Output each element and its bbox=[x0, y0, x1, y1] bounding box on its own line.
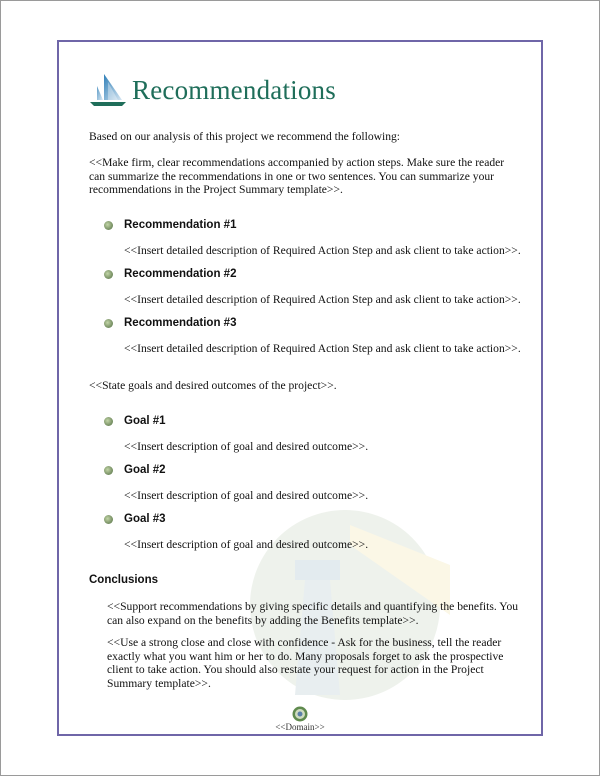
conclusion-paragraph: <<Use a strong close and close with confidence - Ask for the business, tell the reader exactly what you want him or her to do. Many proposals forget to ask the prospective client to take action. You should also restate your request for action in the Project Summary template>>. bbox=[107, 636, 504, 690]
green-orb-bullet-icon bbox=[104, 417, 113, 426]
goal-label: Goal #2 bbox=[124, 464, 166, 476]
recommendation-label: Recommendation #2 bbox=[124, 268, 237, 280]
goal-description: <<Insert description of goal and desired outcome>>. bbox=[124, 489, 369, 502]
goal-description: <<Insert description of goal and desired outcome>>. bbox=[124, 440, 369, 453]
green-orb-bullet-icon bbox=[104, 319, 113, 328]
footer-domain: <<Domain>> bbox=[275, 722, 325, 732]
sailboat-logo-icon bbox=[88, 72, 128, 108]
domain-emblem-icon bbox=[292, 706, 308, 722]
recommendation-label: Recommendation #1 bbox=[124, 219, 237, 231]
page-title: Recommendations bbox=[132, 74, 336, 105]
recommendation-label: Recommendation #3 bbox=[124, 317, 237, 329]
intro-text: Based on our analysis of this project we recommend the following: bbox=[89, 130, 401, 143]
title-row bbox=[88, 70, 336, 110]
recommendation-heading bbox=[104, 317, 236, 329]
recommendation-description: <<Insert detailed description of Required Action Step and ask client to take action>>. bbox=[124, 293, 521, 306]
goal-label: Goal #1 bbox=[124, 415, 166, 427]
recommendation-description: <<Insert detailed description of Required Action Step and ask client to take action>>. bbox=[124, 342, 521, 355]
goal-heading bbox=[104, 464, 166, 476]
goal-label: Goal #3 bbox=[124, 513, 166, 525]
goals-intro: <<State goals and desired outcomes of the project>>. bbox=[89, 379, 337, 392]
green-orb-bullet-icon bbox=[104, 270, 113, 279]
recommendation-description: <<Insert detailed description of Required Action Step and ask client to take action>>. bbox=[124, 244, 521, 257]
green-orb-bullet-icon bbox=[104, 515, 113, 524]
goal-description: <<Insert description of goal and desired outcome>>. bbox=[124, 538, 369, 551]
goal-heading bbox=[104, 513, 166, 525]
recommendation-heading bbox=[104, 268, 236, 280]
intro-note: <<Make firm, clear recommendations accompanied by action steps. Make sure the reader can summarize the recommendations in one or two sentences. You can summarize your recommendations in the Project Summary template>>. bbox=[89, 156, 505, 196]
green-orb-bullet-icon bbox=[104, 466, 113, 475]
green-orb-bullet-icon bbox=[104, 221, 113, 230]
conclusions-heading: Conclusions bbox=[89, 574, 159, 586]
goal-heading bbox=[104, 415, 166, 427]
conclusion-paragraph: <<Support recommendations by giving specific details and quantifying the benefits. You can also expand on the benefits by adding the Benefits template>>. bbox=[107, 600, 519, 627]
recommendation-heading bbox=[104, 219, 236, 231]
